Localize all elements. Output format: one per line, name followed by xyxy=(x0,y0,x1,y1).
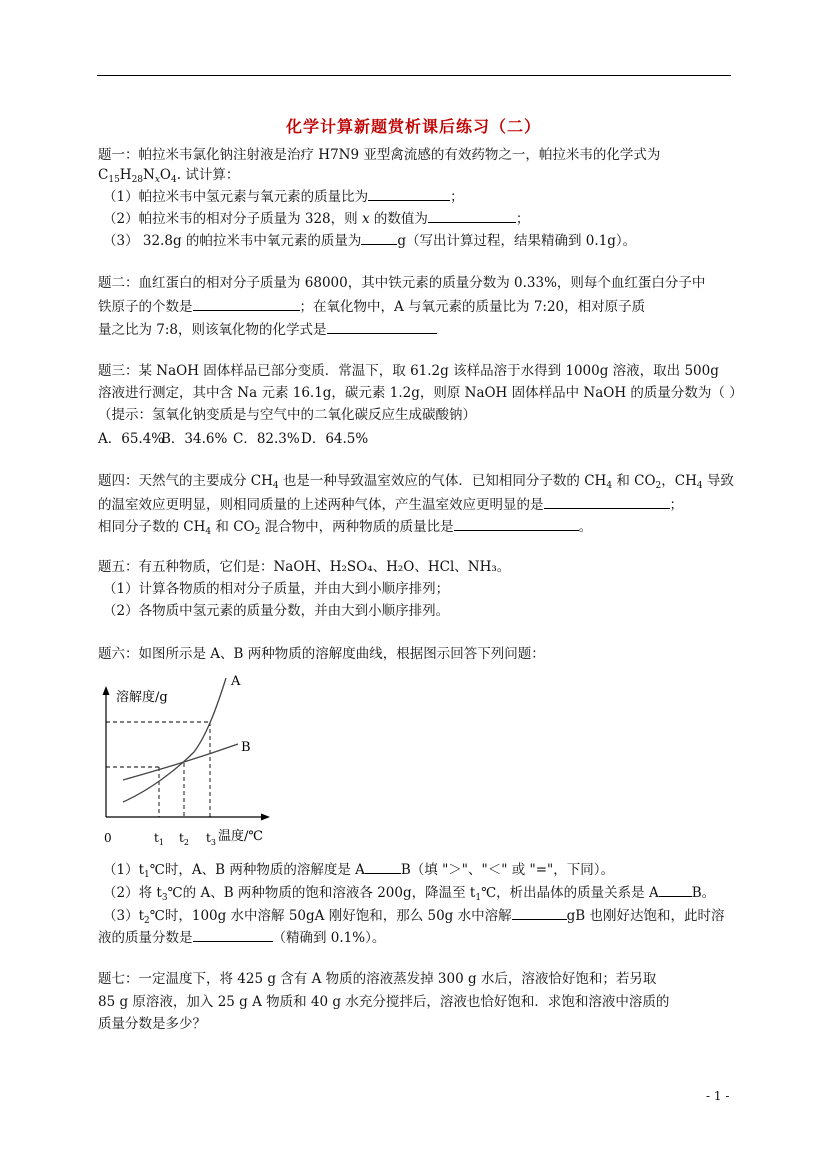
option-b[interactable]: B．34.6% xyxy=(161,431,228,447)
q5-line1: 题五：有五种物质，它们是：NaOH、H₂SO₄、H₂O、HCl、NH₃。 xyxy=(98,559,511,575)
q6-part2: （2）将 $t_3℃$的 A、B 两种物质的饱和溶液各 200g，降温至 $t_1℃$，析出晶体的质量关系是 A B。 xyxy=(103,885,716,903)
answer-blank[interactable] xyxy=(454,517,579,531)
option-a[interactable]: A．65.4% xyxy=(98,431,165,447)
q1-part3: （3） 32.8g 的帕拉米韦中氧元素的质量为 g（写出计算过程，结果精确到 0.1g）。 xyxy=(103,233,637,249)
document-title: 化学计算新题赏析课后练习（二） xyxy=(285,117,541,136)
q7-line2: 85 g 原溶液，加入 25 g A 物质和 40 g 水充分搅拌后，溶液也恰好饱和．求饱和溶液中溶质的 xyxy=(98,994,670,1010)
x-axis-label: 温度/℃ xyxy=(218,829,263,844)
q1-part1: （1）帕拉米韦中氢元素与氧元素的质量比为 ； xyxy=(103,189,464,205)
q5-part1: （1）计算各物质的相对分子质量，并由大到小顺序排列； xyxy=(103,581,450,597)
tick-t3: $t_3$ xyxy=(206,831,216,847)
tick-t1: $t_1$ xyxy=(154,831,164,847)
q2-line2: 铁原子的个数是 ；在氧化物中，A 与氧元素的质量比为 7:20，相对原子质 xyxy=(98,299,646,315)
solubility-chart xyxy=(98,670,278,850)
tick-t2: $t_2$ xyxy=(179,831,189,847)
q4-line3: 相同分子数的 $CH_4$ 和 $CO_2$ 混合物中，两种物质的质量比是 。 xyxy=(98,519,593,537)
q7-line3: 质量分数是多少？ xyxy=(98,1016,206,1032)
y-axis-arrow xyxy=(103,686,110,695)
q4-line1: 题四：天然气的主要成分 $CH_4$ 也是一种导致温室效应的气体．已知相同分子数的 $CH_4$ 和 $CO_2$，$CH_4$ 导致 xyxy=(98,473,734,491)
answer-blank[interactable] xyxy=(361,231,397,245)
answer-blank[interactable] xyxy=(327,320,437,334)
origin-label: 0 xyxy=(104,831,112,845)
answer-blank[interactable] xyxy=(428,209,516,223)
q6-part4: 液的质量分数是 （精确到 0.1%）。 xyxy=(98,930,386,946)
y-axis-label: 溶解度/g xyxy=(116,690,168,705)
series-label-a: A xyxy=(231,674,241,689)
q3-line2: 溶液进行测定，其中含 Na 元素 16.1g，碳元素 1.2g，则原 NaOH 固体样品中 NaOH 的质量分数为（ ） xyxy=(98,385,743,401)
q1-part2: （2）帕拉米韦的相对分子质量为 328，则 x 的数值为 ； xyxy=(103,211,530,227)
answer-blank[interactable] xyxy=(512,906,567,920)
option-c[interactable]: C．82.3% xyxy=(233,431,300,447)
tick-sub: 2 xyxy=(183,838,189,847)
q7-line1: 题七：一定温度下，将 425 g 含有 A 物质的溶液蒸发掉 300 g 水后，溶液恰好饱和；若另取 xyxy=(98,971,657,987)
q6-part1: $(1)t_1℃$时，A、B 两种物质的溶解度是 A B（填 "＞"、"＜" 或 "="，下同）。 xyxy=(103,862,614,880)
q6-line1: 题六：如图所示是 A、B 两种物质的溶解度曲线，根据图示回答下列问题： xyxy=(98,646,545,662)
q2-line1: 题二：血红蛋白的相对分子质量为 68000，其中铁元素的质量分数为 0.33%，则每个血红蛋白分子中 xyxy=(98,275,706,291)
x-axis-arrow xyxy=(261,814,270,821)
q6-part3: $(3)t_2℃$时，100g 水中溶解 50gA 刚好饱和，那么 50g 水中溶解 gB 也刚好达饱和，此时溶 xyxy=(103,908,725,926)
curve-b xyxy=(123,744,238,780)
q3-line1: 题三：某 NaOH 固体样品已部分变质．常温下，取 61.2g 该样品溶于水得到 1000g 溶液，取出 500g xyxy=(98,363,719,379)
header-rule xyxy=(97,75,731,76)
q2-line3: 量之比为 7:8，则该氧化物的化学式是 xyxy=(98,320,437,339)
answer-blank[interactable] xyxy=(659,883,692,897)
q3-options xyxy=(98,430,368,448)
answer-blank[interactable] xyxy=(368,187,450,201)
q1-line2: $C_{15}H_{28}N_xO_4$. 试计算： xyxy=(98,167,240,185)
series-label-b: B xyxy=(241,740,251,755)
answer-blank[interactable] xyxy=(365,860,401,874)
tick-sub: 1 xyxy=(158,838,164,847)
answer-blank[interactable] xyxy=(193,297,300,311)
q4-line2: 的温室效应更明显，则相同质量的上述两种气体，产生温室效应更明显的是 ； xyxy=(98,497,683,513)
tick-sub: 3 xyxy=(210,838,216,847)
option-d[interactable]: D．64.5% xyxy=(301,431,369,447)
q3-line3: （提示：氢氧化钠变质是与空气中的二氧化碳反应生成碳酸钠） xyxy=(98,407,476,423)
page-number: - 1 - xyxy=(706,1089,730,1103)
q5-part2: （2）各物质中氢元素的质量分数，并由大到小顺序排列。 xyxy=(103,603,450,619)
answer-blank[interactable] xyxy=(544,495,670,509)
q1-line1: 题一：帕拉米韦氯化钠注射液是治疗 H7N9 亚型禽流感的有效药物之一，帕拉米韦的化学式为 xyxy=(98,147,661,163)
answer-blank[interactable] xyxy=(193,928,273,942)
